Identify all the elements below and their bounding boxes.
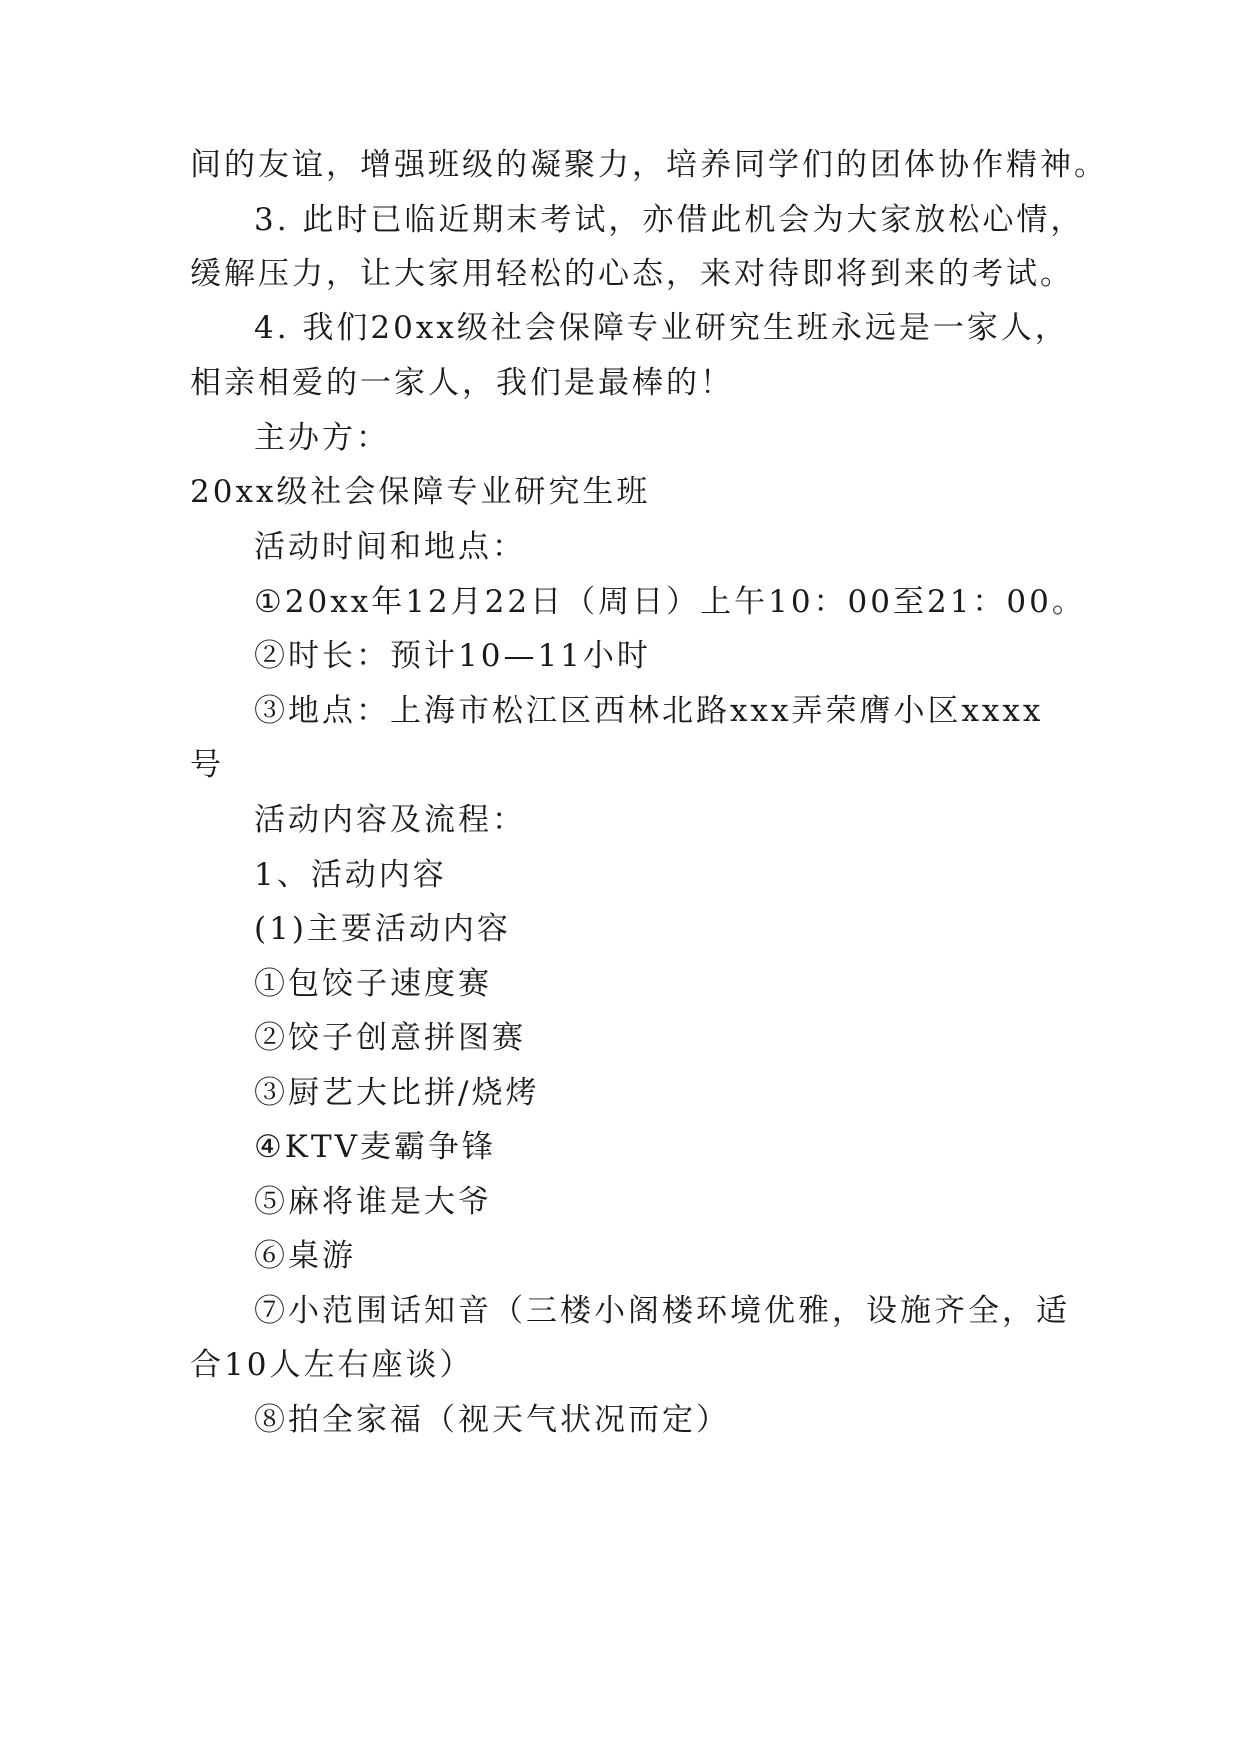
list-item-3-line-2: 缓解压力，让大家用轻松的心态，来对待即将到来的考试。 [190,256,1074,292]
list-item: ①包饺子速度赛 [254,966,492,1002]
activity-location-line-1: ③地点：上海市松江区西林北路xxx弄荣膺小区xxxx [254,693,1044,729]
list-item-4-line-1: 4. 我们20xx级社会保障专业研究生班永远是一家人， [254,310,1069,346]
list-item: ②饺子创意拼图赛 [254,1020,526,1056]
activity-date: ①20xx年12月22日（周日）上午10：00至21：00。 [254,584,1086,620]
subsection-main-activities: (1)主要活动内容 [254,911,511,947]
list-item-line-2: 合10人左右座谈） [190,1347,474,1383]
paragraph-continuation-line: 间的友谊，增强班级的凝聚力，培养同学们的团体协作精神。 [190,147,1108,183]
activity-location-line-2: 号 [190,747,224,783]
list-item-line-1: ⑦小范围话知音（三楼小阁楼环境优雅，设施齐全，适 [254,1293,1070,1329]
list-item-3-line-1: 3. 此时已临近期末考试，亦借此机会为大家放松心情， [254,202,1085,238]
organizer-name: 20xx级社会保障专业研究生班 [190,474,651,510]
activity-duration: ②时长：预计10—11小时 [254,638,651,674]
list-item-4-line-2: 相亲相爱的一家人，我们是最棒的！ [190,365,734,401]
list-item: ④KTV麦霸争锋 [254,1129,497,1165]
organizer-heading: 主办方： [254,420,390,456]
list-item: ⑤麻将谁是大爷 [254,1184,492,1220]
list-item: ⑥桌游 [254,1238,356,1274]
list-item: ⑧拍全家福（视天气状况而定） [254,1402,730,1438]
time-place-heading: 活动时间和地点： [254,529,526,565]
list-item: ③厨艺大比拼/烧烤 [254,1075,540,1111]
section-activity-content: 1、活动内容 [254,857,447,893]
content-flow-heading: 活动内容及流程： [254,802,526,838]
